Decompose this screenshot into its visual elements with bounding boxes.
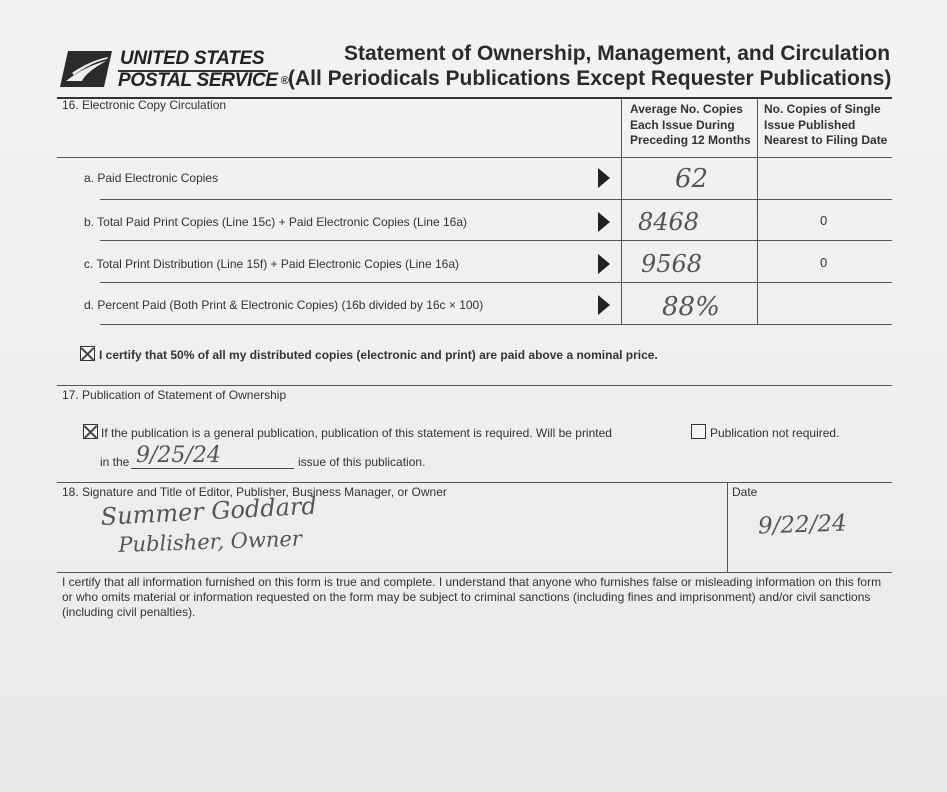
signature-date: 9/22/24 [757,510,848,540]
row-c-rule [100,282,892,283]
row-b-rule [100,240,892,241]
col2-header: No. Copies of Single Issue Published Nearest to Filing Date [764,102,888,147]
row-c-arrow-icon [598,254,610,274]
row-d-label: d. Percent Paid (Both Print & Electronic Copies) (16b divided by 16c × 100) [84,298,484,312]
section17-heading: 17. Publication of Statement of Ownership [62,388,287,402]
registered-mark: ® [280,75,289,87]
date-divider [727,482,728,572]
row-d-arrow-icon [598,295,610,315]
row-d-rule [100,324,892,325]
row-a-arrow-icon [598,168,610,188]
section18-heading: 18. Signature and Title of Editor, Publisher, Business Manager, or Owner [62,485,447,499]
row-b-single: 0 [820,213,828,228]
row-a-label: a. Paid Electronic Copies [84,171,219,185]
signature-name: Summer Goddard [100,491,318,531]
row-a-rule [100,199,892,200]
col1-header: Average No. Copies Each Issue During Preceding 12 Months [630,102,751,147]
certify-paid-text: I certify that 50% of all my distributed copies (electronic and print) are paid above a nominal price. [99,348,658,362]
publication-not-required-text: Publication not required. [710,426,840,440]
row-c-label: c. Total Print Distribution (Line 15f) + Paid Electronic Copies (Line 16a) [84,257,459,271]
org-name-line1: UNITED STATES [120,48,265,69]
org-name-line2: POSTAL SERVICE ® [118,70,289,91]
col2-divider [757,98,758,324]
form-subtitle: (All Periodicals Publications Except Requester Publications) [288,67,892,90]
form-title: Statement of Ownership, Management, and Circulation [344,42,891,65]
issue-date-line [131,468,294,469]
issue-date-value: 9/25/24 [136,443,221,468]
section16-heading: 16. Electronic Copy Circulation [62,98,227,112]
row-a-avg: 62 [675,164,709,194]
certify-paid-checkbox[interactable] [80,346,95,361]
publication-not-required-checkbox[interactable] [691,424,706,439]
section18-top-rule [57,482,892,483]
publication-required-text: If the publication is a general publication, publication of this statement is required. Will be printed [101,426,612,440]
date-label: Date [732,485,758,499]
row-b-avg: 8468 [638,208,700,236]
section17-top-rule [57,385,892,386]
row-d-avg: 88% [662,292,720,322]
in-the-label: in the [100,455,130,469]
issue-suffix-text: issue of this publication. [298,455,426,469]
table-header-rule [57,157,892,158]
signature-title: Publisher, Owner [118,526,303,557]
col1-divider [621,98,622,324]
row-c-single: 0 [820,255,828,270]
publication-required-checkbox[interactable] [83,424,98,439]
row-c-avg: 9568 [641,250,703,278]
section18-bottom-rule [57,572,892,573]
usps-eagle-logo [60,51,112,87]
row-b-arrow-icon [598,212,610,232]
certification-text: I certify that all information furnished on this form is true and complete. I understand that anyone who furnishes false or misleading information on this form or who omits material or information requested on the form may be subject to criminal sanctions (including fines and imprisonment) and/or civil sanctions (including civil penalties). [62,575,882,619]
row-b-label: b. Total Paid Print Copies (Line 15c) + Paid Electronic Copies (Line 16a) [84,215,468,229]
